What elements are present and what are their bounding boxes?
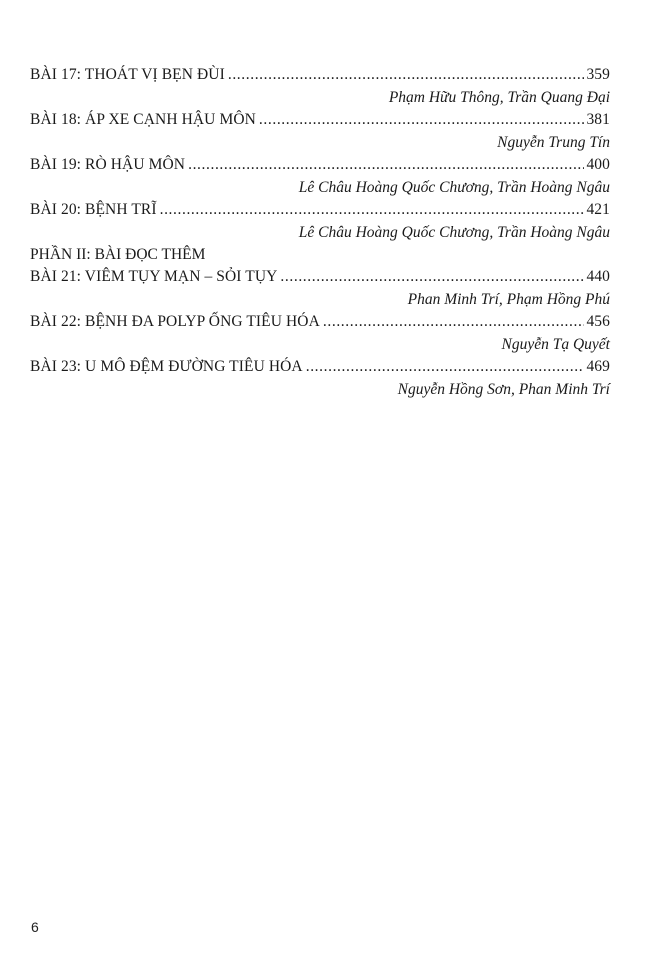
toc-entry-page: 440 <box>586 268 610 285</box>
toc-entry-line[interactable] <box>30 311 610 333</box>
toc-entry-page: 400 <box>586 156 610 173</box>
toc-entry <box>30 64 610 109</box>
toc-entry-authors: Phan Minh Trí, Phạm Hồng Phú <box>407 291 610 308</box>
toc-entry-authors: Phạm Hữu Thông, Trần Quang Đại <box>388 89 610 106</box>
table-of-contents <box>30 64 610 401</box>
toc-entry-line[interactable] <box>30 356 610 378</box>
toc-entry-line[interactable] <box>30 64 610 86</box>
dot-leader <box>259 109 585 131</box>
toc-entry-authors: Lê Châu Hoàng Quốc Chương, Trần Hoàng Ngâu <box>298 179 610 196</box>
dot-leader <box>280 266 584 288</box>
toc-entry-title: BÀI 23: U MÔ ĐỆM ĐƯỜNG TIÊU HÓA <box>30 358 303 375</box>
toc-entry-title: BÀI 18: ÁP XE CẠNH HẬU MÔN <box>30 111 256 128</box>
dot-leader <box>306 356 585 378</box>
toc-entry <box>30 311 610 356</box>
toc-entry-page: 359 <box>586 66 610 83</box>
toc-entry-page: 456 <box>586 313 610 330</box>
toc-entry <box>30 199 610 244</box>
dot-leader <box>228 64 585 86</box>
dot-leader <box>323 311 585 333</box>
toc-entry-page: 421 <box>586 201 610 218</box>
toc-entry-title: BÀI 17: THOÁT VỊ BẸN ĐÙI <box>30 66 225 83</box>
part-heading: PHẦN II: BÀI ĐỌC THÊM <box>30 246 206 263</box>
toc-entry <box>30 266 610 311</box>
toc-entry-authors: Nguyễn Trung Tín <box>497 134 610 151</box>
toc-entry-line[interactable] <box>30 266 610 288</box>
toc-entry-authors: Lê Châu Hoàng Quốc Chương, Trần Hoàng Ngâu <box>298 224 610 241</box>
toc-entry-title: BÀI 22: BỆNH ĐA POLYP ỐNG TIÊU HÓA <box>30 313 320 330</box>
toc-entry-line[interactable] <box>30 109 610 131</box>
toc-entry-page: 381 <box>586 111 610 128</box>
dot-leader <box>188 154 584 176</box>
toc-entry <box>30 356 610 401</box>
page-number: 6 <box>31 919 39 935</box>
toc-entry-title: BÀI 19: RÒ HẬU MÔN <box>30 156 186 173</box>
toc-entry <box>30 154 610 199</box>
toc-entry <box>30 109 610 154</box>
dot-leader <box>160 199 585 221</box>
toc-entry-line[interactable] <box>30 199 610 221</box>
toc-entry-page: 469 <box>586 358 610 375</box>
toc-entry-title: BÀI 20: BỆNH TRĨ <box>30 201 157 218</box>
toc-entry-title: BÀI 21: VIÊM TỤY MẠN – SỎI TỤY <box>30 268 278 285</box>
toc-entry-authors: Nguyễn Tạ Quyết <box>501 336 610 353</box>
toc-entry-line[interactable] <box>30 154 610 176</box>
toc-entry-authors: Nguyễn Hồng Sơn, Phan Minh Trí <box>397 381 610 398</box>
